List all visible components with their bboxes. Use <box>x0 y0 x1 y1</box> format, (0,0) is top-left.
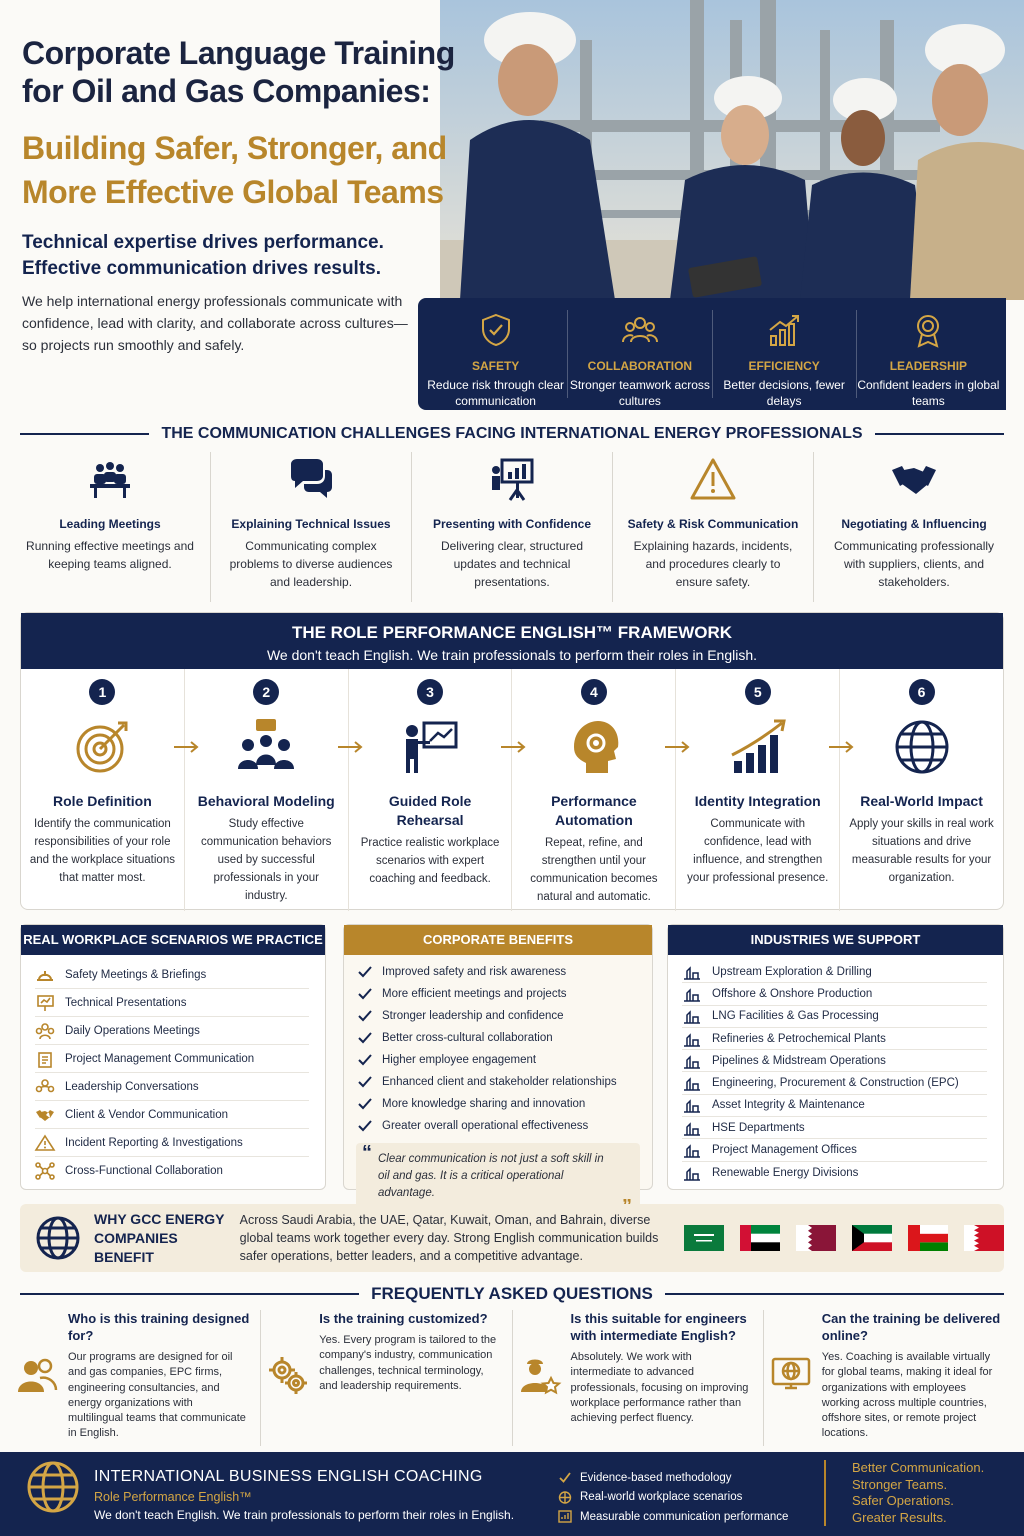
presentation-board-icon <box>35 994 55 1012</box>
wind-turbine-icon <box>682 1164 702 1182</box>
head-gear-icon <box>564 717 624 777</box>
bahrain-flag <box>964 1225 1004 1251</box>
checkmark-icon <box>358 1098 372 1110</box>
list-item <box>35 989 309 1017</box>
industry-label: Engineering, Procurement & Construction (EPC) <box>712 1077 959 1090</box>
step-desc: Apply your skills in real work situations and drive measurable results for your organization. <box>849 818 994 884</box>
faq-answer: Yes. Coaching is available virtually for global teams, making it ideal for organizations with employees working across multiple countries, offshore sites, or remote project locations. <box>821 1351 993 1440</box>
pillar-title: LEADERSHIP <box>889 359 968 373</box>
framework-step <box>185 669 349 911</box>
faq-question: Is the training customized? <box>319 1311 488 1326</box>
list-item <box>358 1027 636 1049</box>
oman-flag <box>908 1225 948 1251</box>
footer-tagline: We don't teach English. We train professionals to perform their roles in English. <box>94 1508 515 1522</box>
list-item <box>682 1072 987 1094</box>
pillar-desc: Confident leaders in global teams <box>857 378 1000 408</box>
engineering-icon <box>682 1074 702 1092</box>
faq-item <box>764 1310 1014 1446</box>
scenario-label: Cross-Functional Collaboration <box>65 1165 223 1177</box>
checkmark-icon <box>358 1120 372 1132</box>
challenges-heading <box>20 425 1004 443</box>
meeting-icon <box>86 456 134 504</box>
faq-question: Who is this training designed for? <box>68 1311 250 1343</box>
list-item <box>682 1095 987 1117</box>
step-number: 6 <box>909 679 935 705</box>
globe-small-icon <box>558 1491 572 1504</box>
gcc-banner <box>20 1204 1004 1272</box>
pillar-desc: Reduce risk through clear communication <box>427 378 564 408</box>
presentation-icon <box>488 456 536 504</box>
challenge-item <box>211 452 412 602</box>
industry-label: Renewable Energy Divisions <box>712 1166 859 1179</box>
project-office-icon <box>682 1141 702 1159</box>
list-item <box>682 1006 987 1028</box>
check-badge-icon <box>558 1471 572 1484</box>
challenge-desc: Explaining hazards, incidents, and procedures clearly to ensure safety. <box>633 539 793 589</box>
benefit-label: Improved safety and risk awareness <box>382 966 567 978</box>
refinery-icon <box>682 1030 702 1048</box>
checkmark-icon <box>358 1032 372 1044</box>
step-title: Identity Integration <box>694 793 821 809</box>
framework-step <box>349 669 513 911</box>
list-item <box>682 1050 987 1072</box>
gcc-title: WHY GCC ENERGY COMPANIES BENEFIT <box>94 1210 225 1265</box>
framework-step <box>840 669 1003 911</box>
scenario-label: Incident Reporting & Investigations <box>65 1136 243 1149</box>
pillar-title: EFFICIENCY <box>748 359 820 373</box>
presenter-icon <box>400 717 460 777</box>
target-icon <box>72 717 132 777</box>
footer-feature: Measurable communication performance <box>580 1510 789 1523</box>
challenge-title: Negotiating & Influencing <box>841 517 987 531</box>
faq-heading-text: FREQUENTLY ASKED QUESTIONS <box>371 1284 653 1303</box>
people-icon <box>16 1354 58 1396</box>
challenge-desc: Communicating professionally with suppliers, clients, and stakeholders. <box>833 539 995 589</box>
list-item <box>35 1017 309 1045</box>
arrow-right-icon <box>172 741 200 753</box>
challenge-title: Safety & Risk Communication <box>627 517 799 531</box>
framework-step <box>676 669 840 911</box>
gcc-flags <box>684 1225 1004 1251</box>
hero-tagline <box>22 230 422 282</box>
challenge-title: Leading Meetings <box>59 517 161 531</box>
step-title: Performance Automation <box>551 793 637 828</box>
list-item <box>358 1005 636 1027</box>
scenarios-title: REAL WORKPLACE SCENARIOS WE PRACTICE <box>21 925 325 955</box>
hero-photo <box>440 0 1024 300</box>
challenge-desc: Communicating complex problems to diverse audiences and leadership. <box>229 539 393 589</box>
step-number: 4 <box>581 679 607 705</box>
challenge-item <box>613 452 814 602</box>
checkmark-icon <box>358 1010 372 1022</box>
closing-line: Better Communication. <box>852 1460 985 1475</box>
step-desc: Communicate with confidence, lead with influence, and strengthen your professional presence. <box>687 818 829 884</box>
shield-check-icon <box>478 312 514 348</box>
challenge-desc: Delivering clear, structured updates and technical presentations. <box>440 539 584 589</box>
framework-subtitle: We don't teach English. We train professionals to perform their roles in English. <box>266 647 758 663</box>
gcc-description: Across Saudi Arabia, the UAE, Qatar, Kuwait, Oman, and Bahrain, diverse global teams work together every day. Strong English communication builds safer operations, better leaders, and a competitive advantage. <box>239 1213 659 1263</box>
engineer-star-icon <box>519 1354 561 1396</box>
checkmark-icon <box>358 1054 372 1066</box>
handshake-icon <box>35 1106 55 1124</box>
footer-features <box>558 1468 788 1527</box>
list-item <box>35 1157 309 1185</box>
challenge-title: Explaining Technical Issues <box>231 517 391 531</box>
faq-item <box>10 1310 261 1446</box>
pillar-collaboration <box>568 310 712 408</box>
step-title: Real-World Impact <box>860 793 983 809</box>
footer-feature: Real-world workplace scenarios <box>580 1491 743 1504</box>
arrow-right-icon <box>827 741 855 753</box>
uae-flag <box>740 1225 780 1251</box>
tagline-line-1: Technical expertise drives performance. <box>22 232 384 253</box>
step-number: 1 <box>89 679 115 705</box>
industry-label: Pipelines & Midstream Operations <box>712 1054 886 1067</box>
step-number: 2 <box>253 679 279 705</box>
list-item <box>558 1488 788 1508</box>
list-item <box>682 1117 987 1139</box>
quote-open-icon: “ <box>362 1142 372 1164</box>
challenge-desc: Running effective meetings and keeping teams aligned. <box>26 539 194 571</box>
scenarios-panel <box>20 924 326 1190</box>
list-item <box>358 1115 636 1137</box>
list-item <box>358 1071 636 1093</box>
list-item <box>358 1093 636 1115</box>
award-icon <box>910 312 946 348</box>
hero-section <box>0 0 1024 415</box>
list-item <box>358 961 636 983</box>
step-number: 3 <box>417 679 443 705</box>
list-item <box>35 1045 309 1073</box>
quote-text: Clear communication is not just a soft skill in oil and gas. It is a critical operational advantage. <box>378 1153 604 1199</box>
group-discussion-icon <box>236 717 296 777</box>
list-item <box>682 1028 987 1050</box>
list-item <box>558 1507 788 1527</box>
offshore-platform-icon <box>682 985 702 1003</box>
online-monitor-icon <box>770 1354 812 1396</box>
arrow-right-icon <box>336 741 364 753</box>
footer-brand: INTERNATIONAL BUSINESS ENGLISH COACHING <box>94 1468 483 1485</box>
scenarios-list <box>21 955 325 1185</box>
benefits-title: CORPORATE BENEFITS <box>344 925 652 955</box>
benefit-label: Better cross-cultural collaboration <box>382 1032 553 1044</box>
handshake-icon <box>890 456 938 504</box>
list-item <box>358 1049 636 1071</box>
faq-answer: Absolutely. We work with intermediate to advanced professionals, focusing on improving workplace performance rather than achieving perfect fluency. <box>570 1351 749 1425</box>
tagline-line-2: Effective communication drives results. <box>22 258 382 279</box>
scenario-label: Project Management Communication <box>65 1052 255 1065</box>
industries-panel <box>667 924 1004 1190</box>
framework-title: THE ROLE PERFORMANCE ENGLISH™ FRAMEWORK <box>291 623 733 642</box>
team-icon <box>622 312 658 348</box>
challenge-item <box>10 452 211 602</box>
arrow-right-icon <box>499 741 527 753</box>
step-title: Role Definition <box>53 793 152 809</box>
step-desc: Repeat, refine, and strengthen until your communication becomes natural and automatic. <box>530 837 658 903</box>
faq-item <box>513 1310 764 1446</box>
checkmark-icon <box>358 1076 372 1088</box>
challenge-title: Presenting with Confidence <box>432 517 591 531</box>
industry-label: Upstream Exploration & Drilling <box>712 965 872 978</box>
step-desc: Study effective communication behaviors used by successful professionals in your industry. <box>201 818 332 902</box>
warning-icon <box>35 1134 55 1152</box>
faq-row <box>10 1310 1014 1446</box>
network-icon <box>35 1162 55 1180</box>
hse-icon <box>682 1119 702 1137</box>
pillar-desc: Stronger teamwork across cultures <box>569 378 710 408</box>
pipeline-icon <box>682 1052 702 1070</box>
industries-list <box>668 955 1003 1184</box>
challenge-item <box>814 452 1014 602</box>
speech-bubbles-icon <box>287 456 335 504</box>
list-item <box>682 983 987 1005</box>
list-item <box>358 983 636 1005</box>
closing-line: Stronger Teams. <box>852 1476 948 1492</box>
benefits-list <box>344 955 652 1137</box>
industry-label: HSE Departments <box>712 1121 805 1134</box>
footer-closing <box>824 1460 984 1526</box>
faq-answer: Our programs are designed for oil and gas companies, EPC firms, engineering consultancies, and energy organizations with multilingual teams that communicate in English. <box>68 1351 246 1440</box>
challenge-item <box>412 452 613 602</box>
chart-small-icon <box>558 1510 572 1523</box>
benefits-quote <box>356 1143 640 1210</box>
globe-icon <box>892 717 952 777</box>
checkmark-icon <box>358 988 372 1000</box>
list-item <box>682 961 987 983</box>
pillar-efficiency <box>713 310 857 408</box>
footer-feature: Evidence-based methodology <box>580 1471 732 1484</box>
challenges-heading-text: THE COMMUNICATION CHALLENGES FACING INTERNATIONAL ENERGY PROFESSIONALS <box>161 425 863 442</box>
framework-step <box>512 669 676 911</box>
qatar-flag <box>796 1225 836 1251</box>
checkmark-icon <box>358 966 372 978</box>
pillar-desc: Better decisions, fewer delays <box>723 378 845 408</box>
page-title: Corporate Language Training for Oil and Gas Companies: <box>22 35 455 109</box>
list-item <box>558 1468 788 1488</box>
scenario-label: Safety Meetings & Briefings <box>65 968 207 981</box>
benefit-label: More efficient meetings and projects <box>382 988 567 1000</box>
warning-icon <box>689 456 737 504</box>
benefit-label: Higher employee engagement <box>382 1054 537 1066</box>
faq-question: Can the training be delivered online? <box>821 1311 1001 1343</box>
page-subtitle: Building Safer, Stronger, and More Effective Global Teams <box>22 130 447 210</box>
industries-title: INDUSTRIES WE SUPPORT <box>668 925 1003 955</box>
bar-growth-icon <box>728 717 788 777</box>
industry-label: Asset Integrity & Maintenance <box>712 1099 865 1112</box>
arrow-right-icon <box>663 741 691 753</box>
hard-hat-icon <box>35 966 55 984</box>
framework-header <box>21 613 1003 669</box>
step-title: Guided Role Rehearsal <box>388 793 472 828</box>
kuwait-flag <box>852 1225 892 1251</box>
benefit-label: Enhanced client and stakeholder relationships <box>382 1076 617 1088</box>
scenario-label: Daily Operations Meetings <box>65 1024 200 1037</box>
benefits-panel <box>343 924 653 1199</box>
framework-step <box>21 669 185 911</box>
hero-description: We help international energy professionals communicate with confidence, lead with clarity, and collaborate across cultures—so projects run smoothly and safely. <box>22 293 408 353</box>
step-number: 5 <box>745 679 771 705</box>
footer <box>0 1452 1024 1536</box>
list-item <box>35 1101 309 1129</box>
pillar-safety <box>424 310 568 408</box>
footer-program: Role Performance English™ <box>94 1490 252 1504</box>
industry-label: LNG Facilities & Gas Processing <box>712 1010 879 1023</box>
globe-icon <box>34 1214 82 1262</box>
closing-line: Greater Results. <box>852 1509 947 1525</box>
growth-chart-icon <box>766 312 802 348</box>
pillar-leadership <box>857 310 1000 408</box>
faq-item <box>261 1310 512 1446</box>
saudi-arabia-flag <box>684 1225 724 1251</box>
pillars-bar <box>418 298 1006 410</box>
framework-steps <box>21 669 1003 911</box>
faq-answer: Yes. Every program is tailored to the company's industry, communication challenges, technical terminology, and leadership requirements. <box>319 1334 497 1392</box>
scenario-label: Leadership Conversations <box>65 1080 199 1093</box>
scenario-label: Client & Vendor Communication <box>65 1108 228 1121</box>
list-item <box>682 1162 987 1184</box>
industry-label: Offshore & Onshore Production <box>712 987 873 1000</box>
step-desc: Identify the communication responsibilities of your role and the workplace situations that matter most. <box>29 818 175 884</box>
maintenance-icon <box>682 1096 702 1114</box>
closing-line: Safer Operations. <box>852 1493 954 1508</box>
engineers-at-refinery-image <box>440 0 1024 300</box>
benefit-label: Greater overall operational effectiveness <box>382 1120 589 1132</box>
industry-label: Project Management Offices <box>712 1144 857 1157</box>
benefit-label: More knowledge sharing and innovation <box>382 1098 586 1110</box>
step-desc: Practice realistic workplace scenarios with expert coaching and feedback. <box>360 837 500 885</box>
people-group-icon <box>35 1022 55 1040</box>
globe-icon <box>26 1460 80 1514</box>
challenges-row <box>10 452 1014 602</box>
list-item <box>35 961 309 989</box>
pillar-title: COLLABORATION <box>587 359 693 373</box>
pillar-title: SAFETY <box>471 359 520 373</box>
leader-icon <box>35 1078 55 1096</box>
drilling-rig-icon <box>682 963 702 981</box>
lng-tank-icon <box>682 1007 702 1025</box>
list-item <box>35 1129 309 1157</box>
list-item <box>682 1139 987 1161</box>
framework-section <box>20 612 1004 910</box>
gears-icon <box>267 1354 309 1396</box>
list-item <box>35 1073 309 1101</box>
benefit-label: Stronger leadership and confidence <box>382 1010 564 1022</box>
scenario-label: Technical Presentations <box>65 996 187 1009</box>
clipboard-icon <box>35 1050 55 1068</box>
step-title: Behavioral Modeling <box>197 793 335 809</box>
faq-heading <box>20 1284 1004 1304</box>
faq-question: Is this suitable for engineers with intermediate English? <box>570 1311 747 1343</box>
industry-label: Refineries & Petrochemical Plants <box>712 1032 886 1045</box>
